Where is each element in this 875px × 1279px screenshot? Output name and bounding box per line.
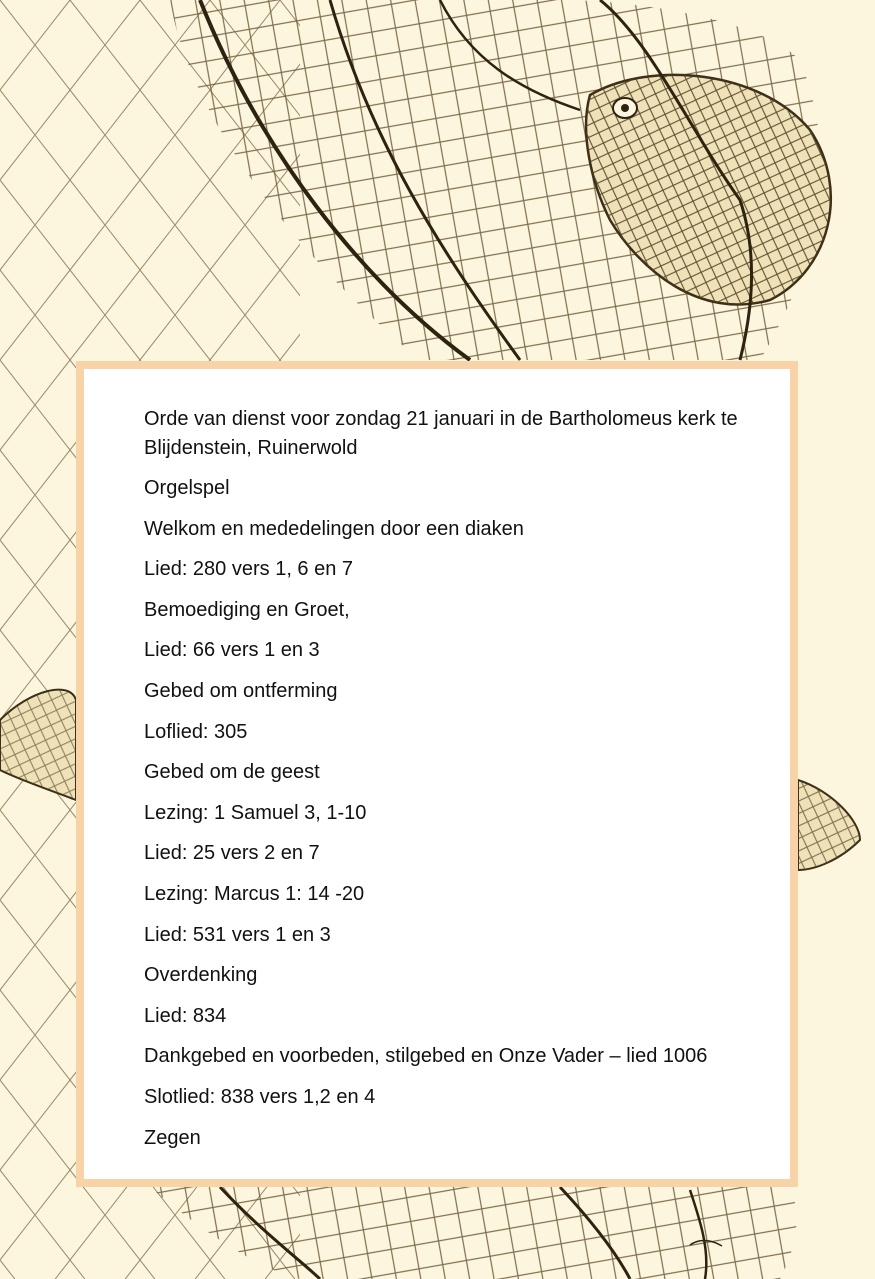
liturgy-item: Overdenking <box>144 964 258 987</box>
order-of-service-card <box>76 361 798 1187</box>
liturgy-item: Dankgebed en voorbeden, stilgebed en Onze Vader – lied 1006 <box>144 1045 708 1068</box>
liturgy-item: Loflied: 305 <box>144 720 248 743</box>
liturgy-item: Slotlied: 838 vers 1,2 en 4 <box>144 1085 376 1108</box>
liturgy-item: Welkom en mededelingen door een diaken <box>144 517 524 540</box>
liturgy-item: Lezing: 1 Samuel 3, 1-10 <box>144 801 367 824</box>
liturgy-item: Lied: 531 vers 1 en 3 <box>144 923 331 946</box>
liturgy-item: Bemoediging en Groet, <box>144 598 350 621</box>
liturgy-item: Gebed om de geest <box>144 761 320 784</box>
liturgy-item: Lied: 66 vers 1 en 3 <box>144 639 320 662</box>
liturgy-item: Lezing: Marcus 1: 14 -20 <box>144 882 365 905</box>
page-title: Orde van dienst voor zondag 21 januari in de Bartholomeus kerk te Blijdenstein, Ruinerwold <box>144 408 738 459</box>
liturgy-item: Lied: 834 <box>144 1004 227 1027</box>
liturgy-item: Lied: 280 vers 1, 6 en 7 <box>144 558 354 581</box>
liturgy-item: Zegen <box>144 1126 201 1149</box>
liturgy-item: Lied: 25 vers 2 en 7 <box>144 842 320 865</box>
liturgy-item: Orgelspel <box>144 477 230 499</box>
service-content <box>144 405 764 1164</box>
liturgy-item: Gebed om ontferming <box>144 679 338 702</box>
